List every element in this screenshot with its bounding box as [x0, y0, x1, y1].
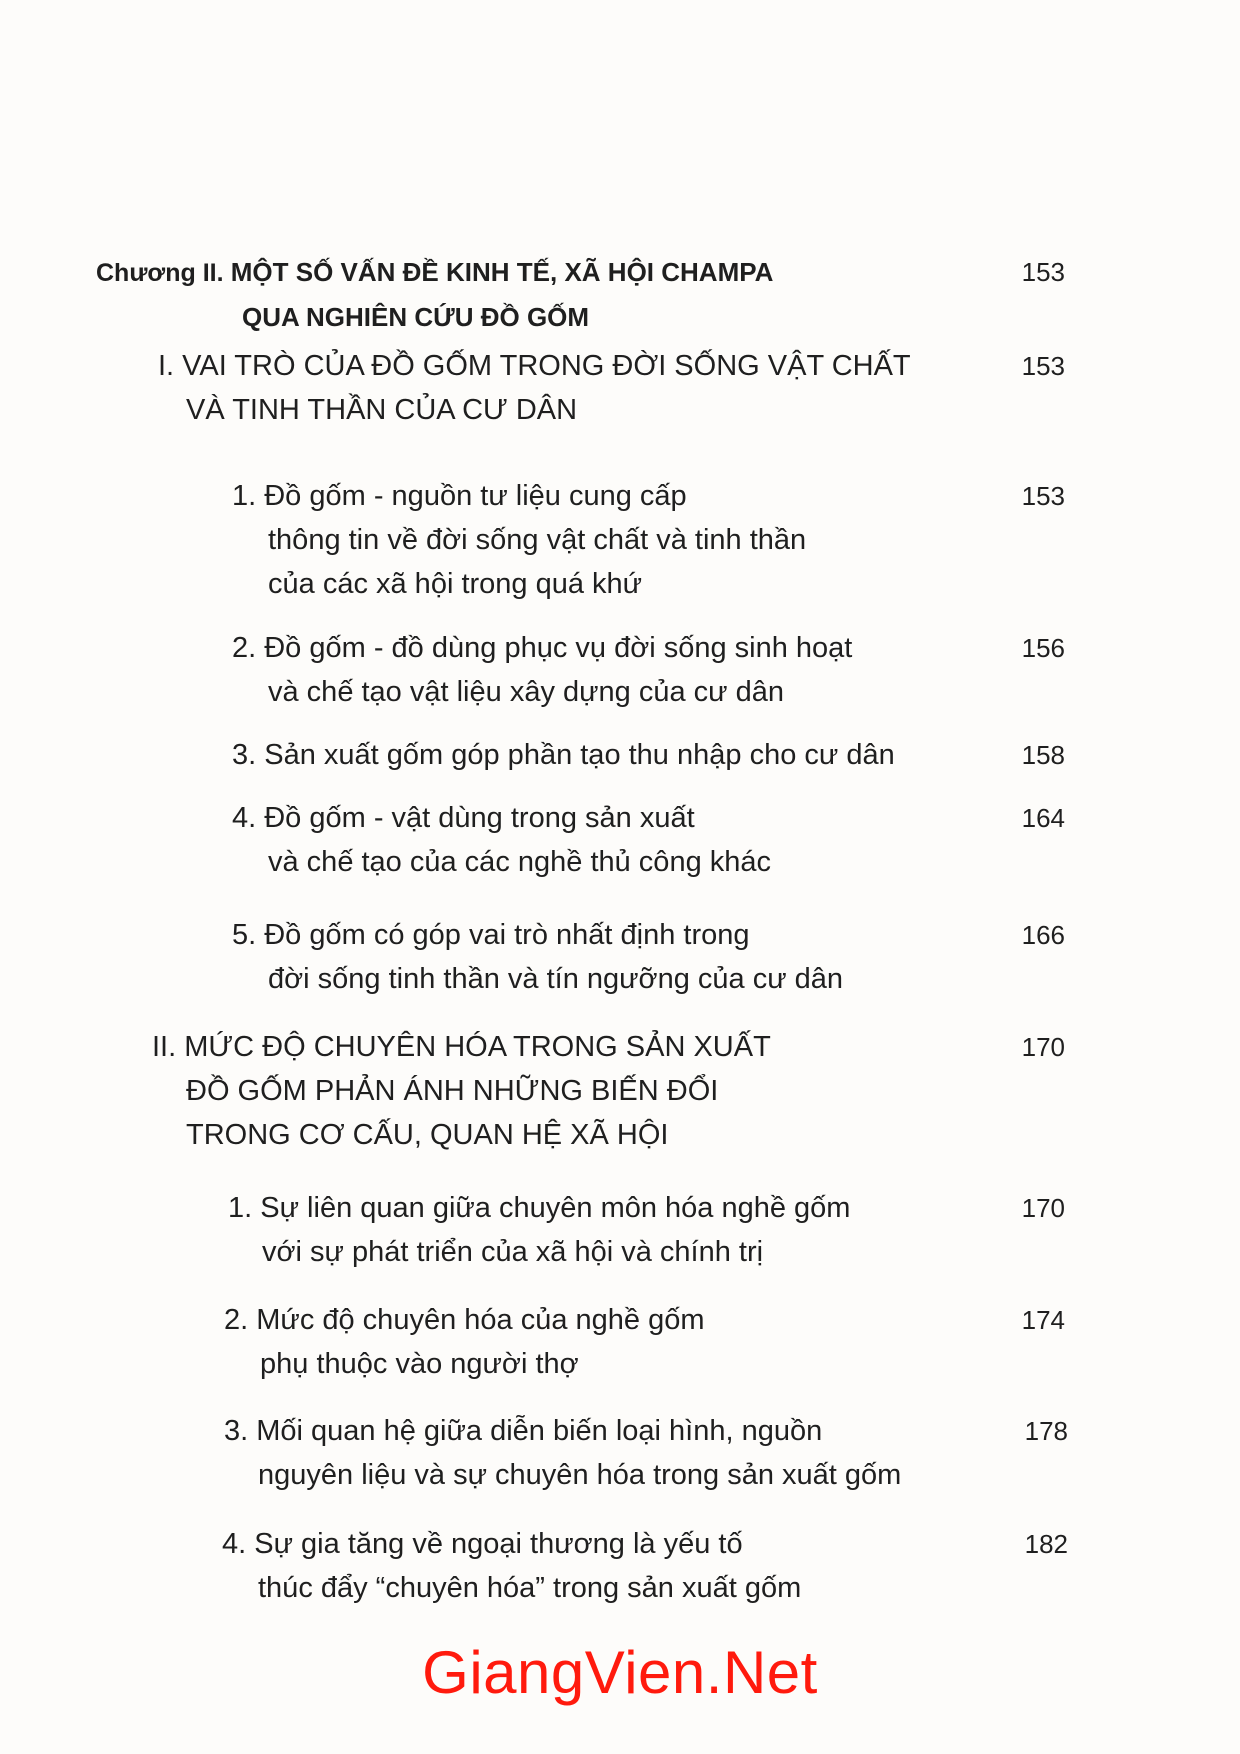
chapter-title-line: QUA NGHIÊN CỨU ĐỒ GỐM: [242, 302, 590, 332]
toc-item: 3. Mối quan hệ giữa diễn biến loại hình, nguồn nguyên liệu và sự chuyên hóa trong sản xuất gốm: [224, 1415, 902, 1491]
toc-item-page-number: 170: [1021, 1193, 1065, 1223]
toc-item-page-number: 156: [1021, 633, 1065, 663]
section-title-line: TRONG CƠ CẤU, QUAN HỆ XÃ HỘI: [186, 1119, 669, 1151]
toc-item-page-number: 182: [1024, 1529, 1068, 1559]
watermark-text: GiangVien.Net: [422, 1639, 818, 1706]
toc-item-page-number: 178: [1024, 1416, 1068, 1446]
section-page-number: 170: [1021, 1032, 1065, 1062]
toc-item-page-number: 166: [1021, 920, 1065, 950]
chapter-page-number: 153: [1021, 257, 1065, 287]
chapter-label: Chương II.: [96, 259, 224, 287]
section-heading: [158, 344, 911, 432]
chapter-title-line: MỘT SỐ VẤN ĐỀ KINH TẾ, XÃ HỘI CHAMPA: [230, 257, 774, 287]
toc-item-page-number: 158: [1021, 740, 1065, 770]
toc-item: 1. Đồ gốm - nguồn tư liệu cung cấp thông tin về đời sống vật chất và tinh thần của các xã hội trong quá khứ: [232, 480, 807, 600]
toc-item: 5. Đồ gốm có góp vai trò nhất định trong đời sống tinh thần và tín ngưỡng của cư dân: [232, 919, 844, 995]
section-title-line: I. VAI TRÒ CỦA ĐỒ GỐM TRONG ĐỜI SỐNG VẬT CHẤT: [158, 350, 911, 382]
toc-item-page-number: 174: [1021, 1305, 1065, 1335]
toc-item: 2. Đồ gốm - đồ dùng phục vụ đời sống sinh hoạt và chế tạo vật liệu xây dựng của cư dân: [232, 632, 853, 708]
section-heading: [152, 1025, 771, 1157]
toc-item-page-number: 153: [1021, 481, 1065, 511]
toc-item: 1. Sự liên quan giữa chuyên môn hóa nghề gốm với sự phát triển của xã hội và chính trị: [228, 1192, 851, 1268]
toc-item: 4. Sự gia tăng về ngoại thương là yếu tố thúc đẩy “chuyên hóa” trong sản xuất gốm: [222, 1528, 802, 1604]
section-title-line: VÀ TINH THẦN CỦA CƯ DÂN: [186, 394, 578, 426]
chapter-heading: [96, 250, 773, 339]
section-page-number: 153: [1021, 351, 1065, 381]
section-title-line: II. MỨC ĐỘ CHUYÊN HÓA TRONG SẢN XUẤT: [152, 1031, 771, 1063]
section-title-line: ĐỒ GỐM PHẢN ÁNH NHỮNG BIẾN ĐỔI: [186, 1075, 719, 1107]
toc-item-page-number: 164: [1021, 803, 1065, 833]
toc-item: 3. Sản xuất gốm góp phần tạo thu nhập cho cư dân: [232, 739, 895, 771]
toc-item: 4. Đồ gốm - vật dùng trong sản xuất và chế tạo của các nghề thủ công khác: [232, 802, 772, 878]
toc-item: 2. Mức độ chuyên hóa của nghề gốm phụ thuộc vào người thợ: [224, 1304, 705, 1380]
